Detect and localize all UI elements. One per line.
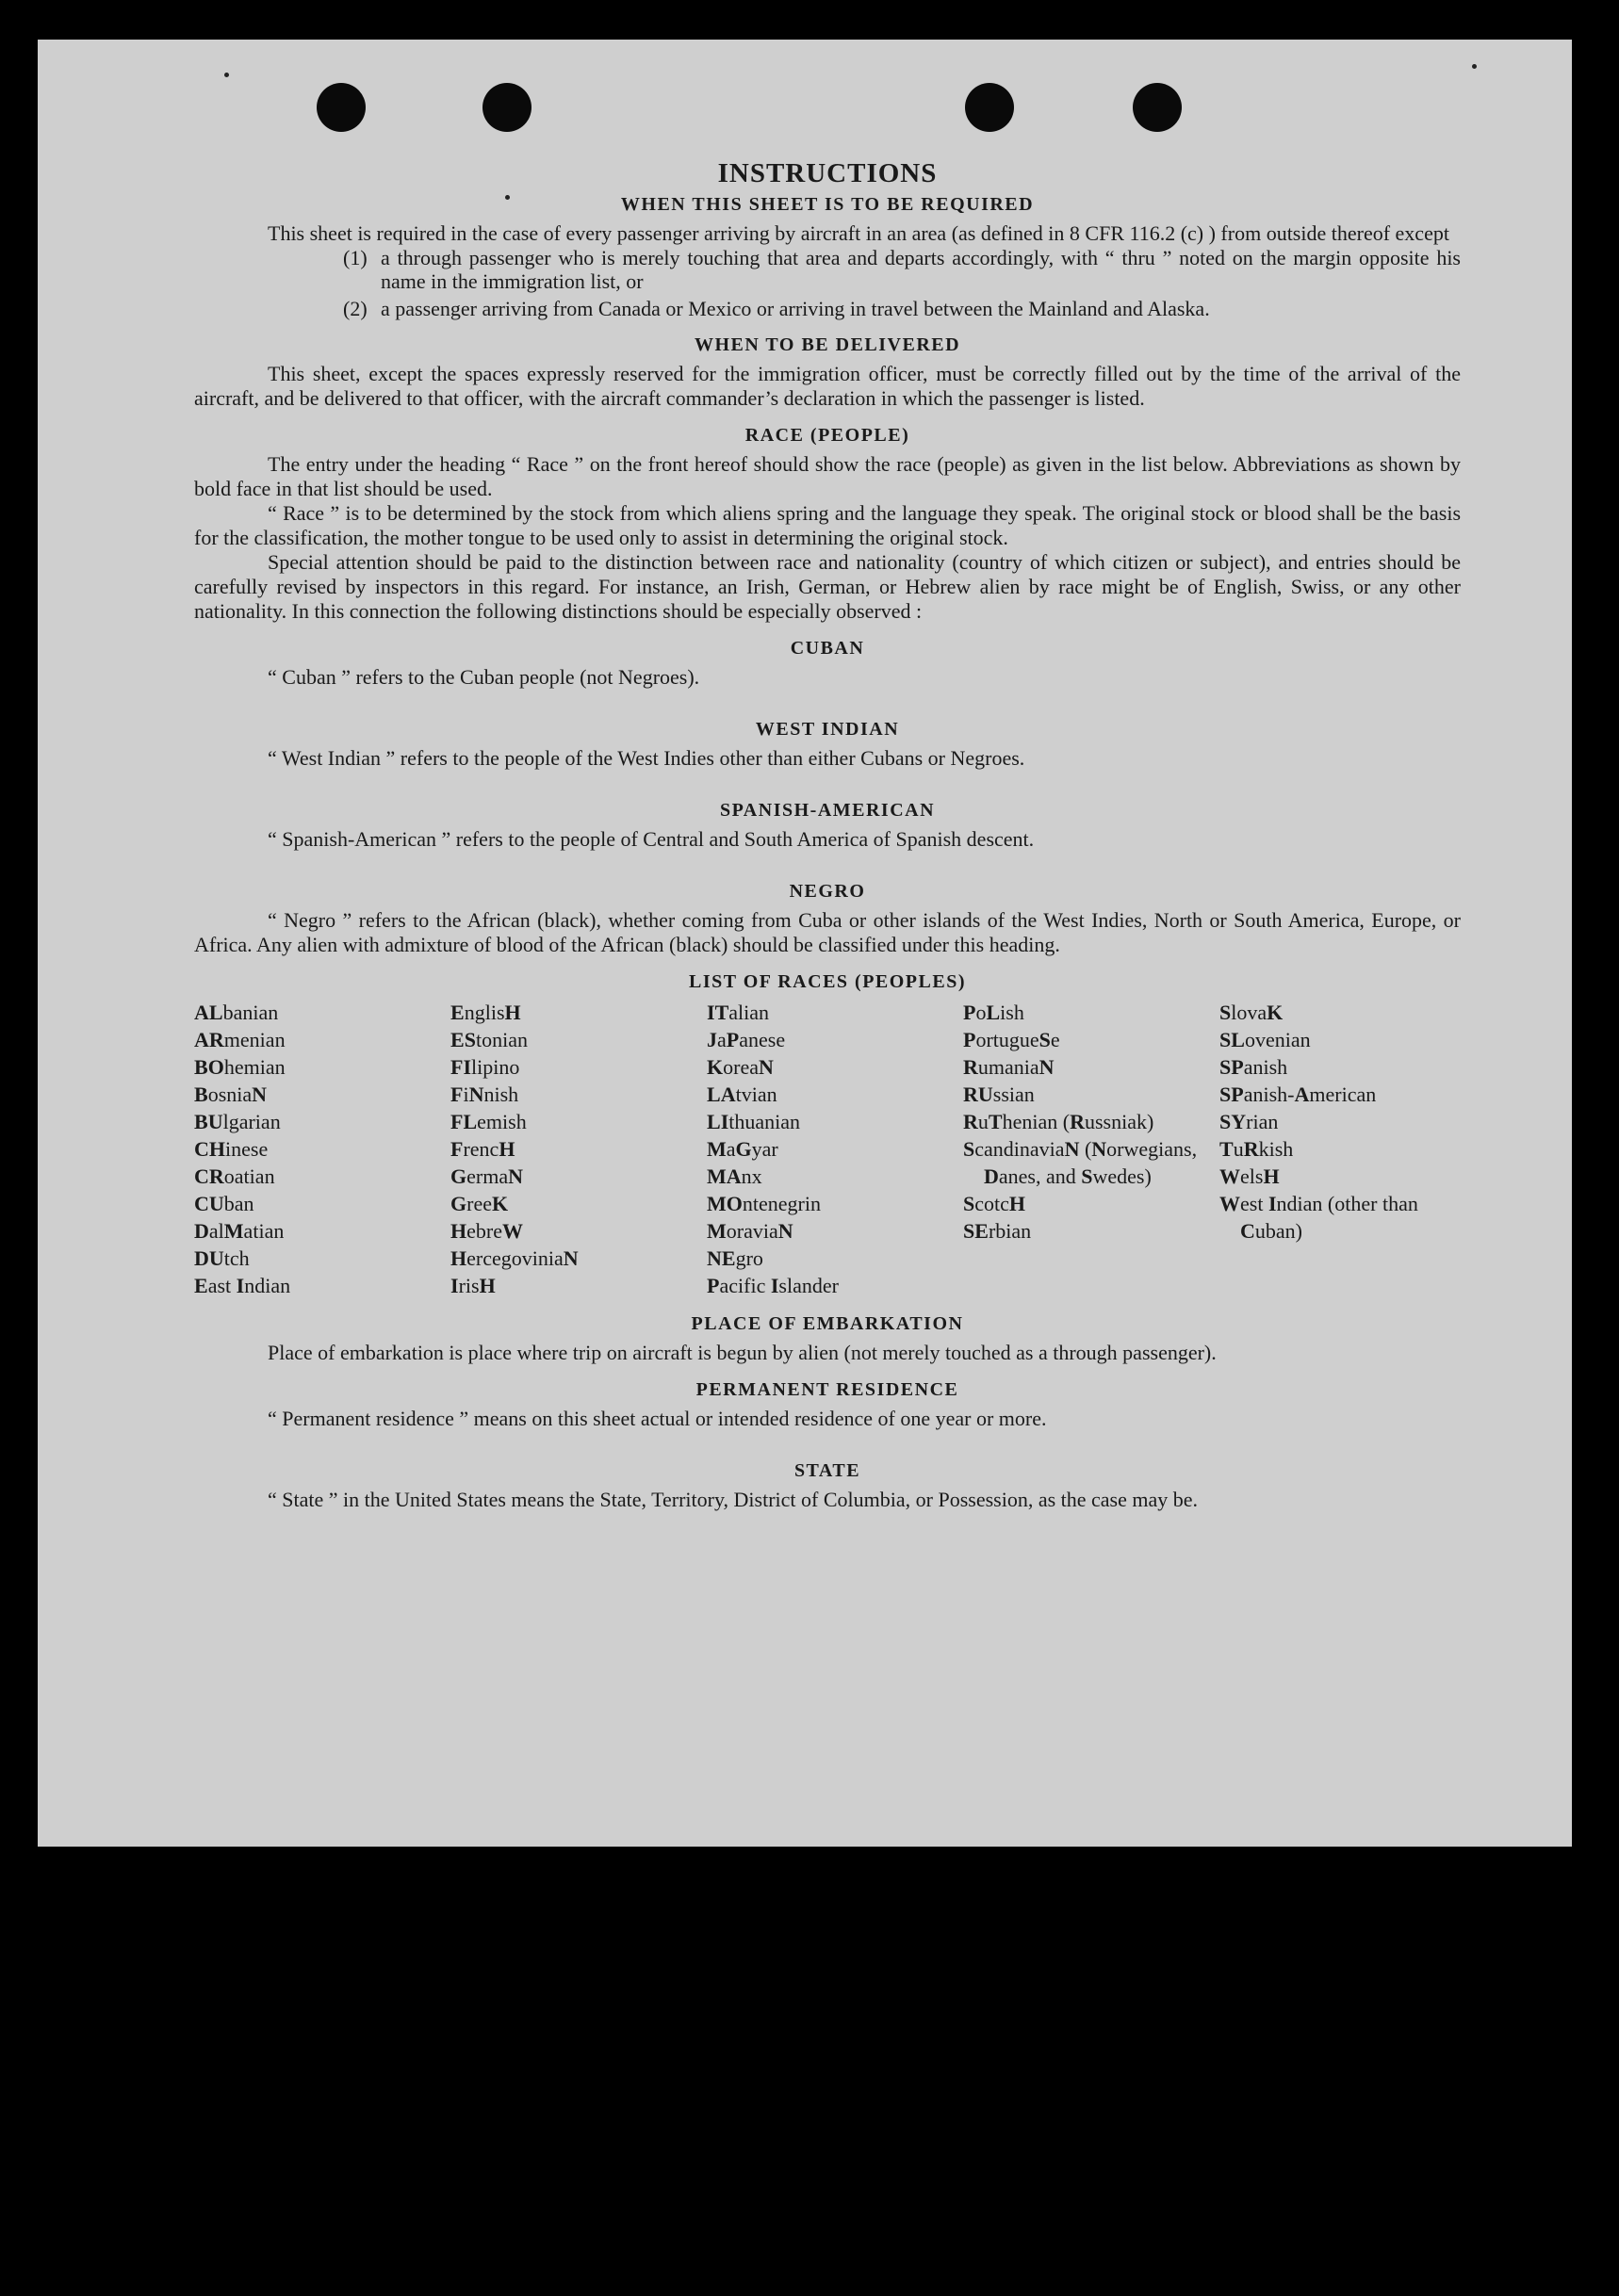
document-sheet (38, 40, 1572, 1847)
race-entry: CUban (194, 1192, 254, 1215)
races-column-2 (450, 999, 707, 1299)
race-entry: ALbanian (194, 1001, 279, 1024)
race-entry: DUtch (194, 1246, 250, 1270)
race-entry: SPanish (1219, 1055, 1288, 1079)
heading-spanish-american: SPANISH-AMERICAN (719, 800, 936, 821)
race-entry: TuRkish (1219, 1137, 1294, 1161)
page-title: INSTRUCTIONS (717, 158, 938, 188)
race-entry: EnglisH (450, 1001, 521, 1024)
speck (1472, 64, 1477, 69)
race-entry: PoLish (963, 1001, 1024, 1024)
race-entry: HercegoviniaN (450, 1246, 579, 1270)
race-entry: RUssian (963, 1083, 1035, 1106)
race-entry: RuThenian (Russniak) (963, 1110, 1154, 1133)
race-entry: MoraviaN (707, 1219, 793, 1243)
race-entry: KoreaN (707, 1055, 774, 1079)
race-entry: BosniaN (194, 1083, 268, 1106)
race-entry: DalMatian (194, 1219, 285, 1243)
spanish-american-text: “ Spanish-American ” refers to the people of Central and South America of Spanish descent. (268, 827, 1035, 851)
heading-required: WHEN THIS SHEET IS TO BE REQUIRED (620, 194, 1035, 215)
race-entry: SPanish-American (1219, 1083, 1377, 1106)
race-entry: ITalian (707, 1001, 770, 1024)
state-text: “ State ” in the United States means the State, Territory, District of Columbia, or Possession, as the case may be. (268, 1488, 1199, 1511)
heading-negro: NEGRO (789, 881, 866, 902)
race-entry: SErbian (963, 1219, 1032, 1243)
race-entry: ScotcH (963, 1192, 1026, 1215)
race-entry: CHinese (194, 1137, 269, 1161)
race-entry: FiNnish (450, 1083, 519, 1106)
race-entry: FrencH (450, 1137, 515, 1161)
race-paragraph-2: “ Race ” is to be determined by the stock from which aliens spring and the language they speak. The original stock or blood shall be the basis for the classification, the mother tongue to be used only to assist in determining the original stock. (194, 501, 1461, 549)
race-entry: East Indian (194, 1274, 291, 1297)
punch-hole (1133, 83, 1182, 132)
heading-state: STATE (793, 1460, 861, 1481)
race-entry: MOntenegrin (707, 1192, 821, 1215)
races-column-5 (1219, 999, 1461, 1299)
race-entry: WelsH (1219, 1164, 1280, 1188)
race-entry: West Indian (other than Cuban) (1219, 1192, 1418, 1243)
cuban-text: “ Cuban ” refers to the Cuban people (not Negroes). (268, 665, 700, 689)
race-entry: IrisH (450, 1274, 496, 1297)
west-indian-text: “ West Indian ” refers to the people of the West Indies other than either Cubans or Negroes. (268, 746, 1025, 770)
race-entry: MAnx (707, 1164, 762, 1188)
race-entry: MaGyar (707, 1137, 778, 1161)
races-column-1 (194, 999, 450, 1299)
heading-embarkation: PLACE OF EMBARKATION (691, 1313, 964, 1334)
race-paragraph-1: The entry under the heading “ Race ” on the front hereof should show the race (people) as given in the list below. Abbreviations as shown by bold face in that list should be used. (194, 452, 1461, 500)
race-entry: SLovenian (1219, 1028, 1311, 1051)
race-entry: SYrian (1219, 1110, 1279, 1133)
race-entry: PortugueSe (963, 1028, 1060, 1051)
punch-hole (482, 83, 531, 132)
delivered-text: This sheet, except the spaces expressly reserved for the immigration officer, must be correctly filled out by the time of the arrival of the aircraft, and be delivered to that officer, with the aircraft commander’s declaration in which the passenger is listed. (194, 362, 1461, 410)
race-entry: ARmenian (194, 1028, 286, 1051)
negro-text: “ Negro ” refers to the African (black), whether coming from Cuba or other islands of the West Indies, North or South America, Europe, or Africa. Any alien with admixture of blood of the African (black) should be classified under this heading. (194, 908, 1461, 956)
race-entry: BOhemian (194, 1055, 286, 1079)
race-entry: ScandinaviaN (Norwegians, Danes, and Swedes) (963, 1137, 1198, 1188)
heading-residence: PERMANENT RESIDENCE (695, 1379, 959, 1400)
race-entry: LAtvian (707, 1083, 777, 1106)
race-entry: EStonian (450, 1028, 528, 1051)
required-item-1: (1) a through passenger who is merely touching that area and departs accordingly, with “ thru ” noted on the margin opposite his name in the immigration list, or (343, 246, 1461, 293)
heading-delivered: WHEN TO BE DELIVERED (694, 334, 961, 355)
instructions-body (194, 157, 1461, 1512)
race-entry: FLemish (450, 1110, 527, 1133)
residence-text: “ Permanent residence ” means on this sheet actual or intended residence of one year or more. (268, 1407, 1047, 1430)
required-item-2: (2) a passenger arriving from Canada or Mexico or arriving in travel between the Mainland and Alaska. (343, 297, 1210, 320)
race-entry: SlovaK (1219, 1001, 1284, 1024)
race-entry: CRoatian (194, 1164, 275, 1188)
heading-cuban: CUBAN (790, 638, 865, 659)
punch-hole (965, 83, 1014, 132)
speck (224, 73, 229, 77)
race-entry: LIthuanian (707, 1110, 801, 1133)
race-entry: RumaniaN (963, 1055, 1055, 1079)
races-list (194, 999, 1461, 1299)
race-entry: HebreW (450, 1219, 523, 1243)
race-entry: NEgro (707, 1246, 763, 1270)
punch-hole (317, 83, 366, 132)
race-paragraph-3: Special attention should be paid to the distinction between race and nationality (country of which citizen or subject), and entries should be carefully revised by inspectors in this regard. For instance, an Irish, German, or Hebrew alien by race might be of English, Swiss, or any other nationality. In this connection the following distinctions should be especially observed : (194, 550, 1461, 623)
race-entry: Pacific Islander (707, 1274, 839, 1297)
race-entry: GreeK (450, 1192, 509, 1215)
heading-race: RACE (PEOPLE) (744, 425, 910, 446)
heading-west-indian: WEST INDIAN (755, 719, 900, 740)
races-column-3 (707, 999, 963, 1299)
race-entry: JaPanese (707, 1028, 786, 1051)
race-entry: GermaN (450, 1164, 523, 1188)
required-intro: This sheet is required in the case of every passenger arriving by aircraft in an area (as defined in 8 CFR 116.2 (c) ) from outside thereof except (268, 221, 1449, 245)
embarkation-text: Place of embarkation is place where trip on aircraft is begun by alien (not merely touched as a through passenger). (268, 1341, 1217, 1364)
race-entry: FIlipino (450, 1055, 520, 1079)
race-entry: BUlgarian (194, 1110, 281, 1133)
heading-list-of-races: LIST OF RACES (PEOPLES) (688, 971, 966, 992)
races-column-4 (963, 999, 1219, 1299)
